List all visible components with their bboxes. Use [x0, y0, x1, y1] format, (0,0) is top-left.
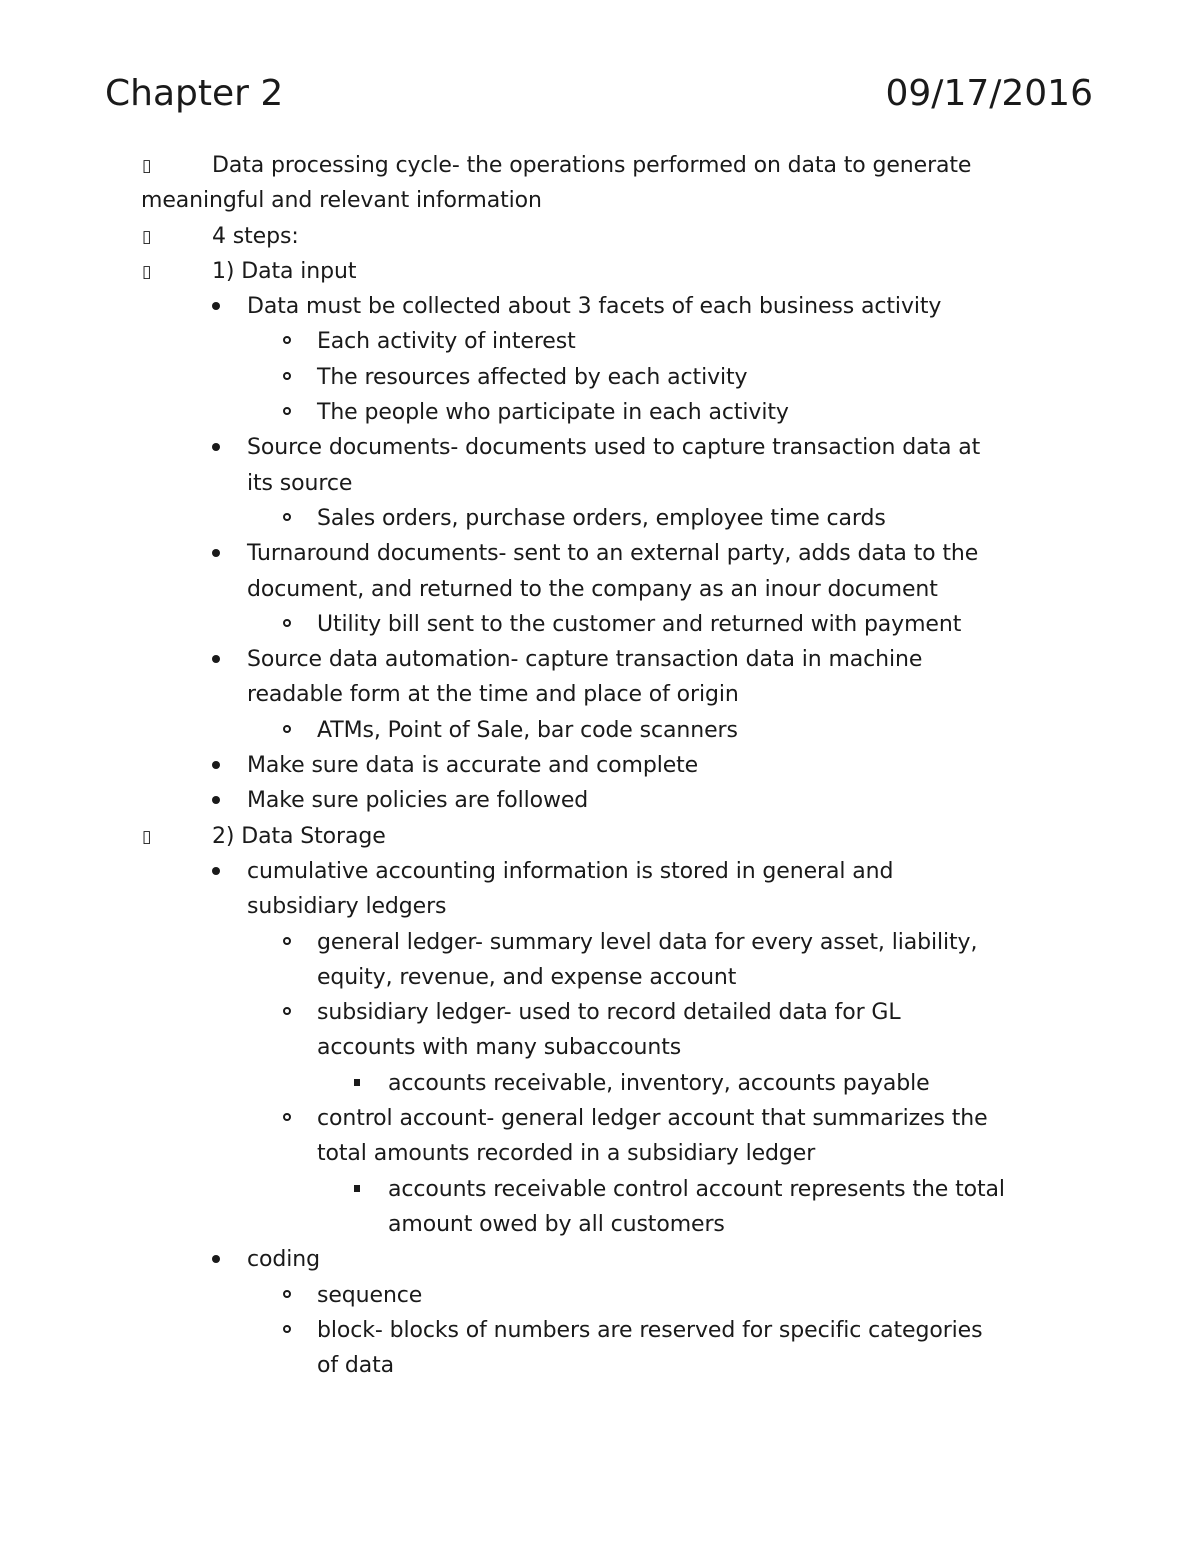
page-header	[105, 72, 1093, 116]
list-item: accounts receivable, inventory, accounts payable	[0, 1066, 1200, 1101]
page-date: 09/17/2016	[885, 73, 1093, 114]
bullet-dot-icon	[212, 761, 220, 769]
list-item: Make sure policies are followed	[0, 783, 1200, 818]
bullet-circle-icon	[283, 619, 291, 627]
bullet-circle-icon	[283, 372, 291, 380]
bullet-dot-icon	[212, 549, 220, 557]
notes-body	[0, 148, 1200, 1383]
list-item-continuation: of data	[317, 1353, 395, 1379]
list-item: The resources affected by each activity	[0, 360, 1200, 395]
list-item-continuation: meaningful and relevant information	[141, 188, 542, 214]
bullet-dot-icon	[212, 867, 220, 875]
list-item: control account- general ledger account that summarizes the	[0, 1101, 1200, 1136]
list-item: ▯ 2) Data Storage	[0, 819, 1200, 854]
list-item: sequence	[0, 1278, 1200, 1313]
list-item: general ledger- summary level data for every asset, liability,	[0, 925, 1200, 960]
bullet-dot-icon	[212, 1255, 220, 1263]
missing-glyph-icon: ▯	[142, 226, 152, 247]
list-item: Sales orders, purchase orders, employee time cards	[0, 501, 1200, 536]
bullet-circle-icon	[283, 725, 291, 733]
bullet-dot-icon	[212, 796, 220, 804]
list-item: cumulative accounting information is stored in general and	[0, 854, 1200, 889]
missing-glyph-icon: ▯	[142, 156, 152, 176]
list-item: Each activity of interest	[0, 324, 1200, 359]
bullet-circle-icon	[283, 1325, 291, 1333]
list-item: block- blocks of numbers are reserved for specific categories	[0, 1313, 1200, 1348]
bullet-circle-icon	[283, 513, 291, 521]
list-item-continuation: readable form at the time and place of origin	[247, 682, 739, 708]
list-item: ▯ 4 steps:	[0, 219, 1200, 254]
list-item: Source data automation- capture transaction data in machine	[0, 642, 1200, 677]
bullet-circle-icon	[283, 407, 291, 415]
list-item: Turnaround documents- sent to an external party, adds data to the	[0, 536, 1200, 571]
bullet-circle-icon	[283, 336, 291, 344]
list-item: ATMs, Point of Sale, bar code scanners	[0, 713, 1200, 748]
missing-glyph-icon: ▯	[142, 261, 152, 282]
bullet-circle-icon	[283, 1007, 291, 1015]
bullet-dot-icon	[212, 443, 220, 451]
list-item: subsidiary ledger- used to record detailed data for GL	[0, 995, 1200, 1030]
list-item-continuation: amount owed by all customers	[388, 1211, 725, 1237]
bullet-dot-icon	[212, 655, 220, 663]
bullet-circle-icon	[283, 1113, 291, 1121]
list-item: Source documents- documents used to capture transaction data at	[0, 430, 1200, 465]
bullet-square-icon	[354, 1079, 360, 1086]
list-item-continuation: equity, revenue, and expense account	[317, 964, 737, 990]
list-item-continuation: document, and returned to the company as an inour document	[247, 576, 938, 602]
list-item-continuation: total amounts recorded in a subsidiary ledger	[317, 1141, 816, 1167]
bullet-dot-icon	[212, 302, 220, 310]
list-item: ▯ 1) Data input	[0, 254, 1200, 289]
list-item: Make sure data is accurate and complete	[0, 748, 1200, 783]
list-item: Data must be collected about 3 facets of each business activity	[0, 289, 1200, 324]
list-item: Utility bill sent to the customer and returned with payment	[0, 607, 1200, 642]
bullet-circle-icon	[283, 1290, 291, 1298]
list-item: coding	[0, 1242, 1200, 1277]
bullet-circle-icon	[283, 937, 291, 945]
list-item: The people who participate in each activity	[0, 395, 1200, 430]
list-item: accounts receivable control account represents the total	[0, 1172, 1200, 1207]
list-item: ▯ Data processing cycle- the operations performed on data to generate	[0, 148, 1200, 183]
list-item-continuation: subsidiary ledgers	[247, 894, 447, 920]
list-item-continuation: its source	[247, 470, 353, 496]
page-title: Chapter 2	[105, 73, 284, 114]
missing-glyph-icon: ▯	[142, 826, 152, 847]
list-item-continuation: accounts with many subaccounts	[317, 1035, 682, 1061]
bullet-square-icon	[354, 1185, 360, 1192]
